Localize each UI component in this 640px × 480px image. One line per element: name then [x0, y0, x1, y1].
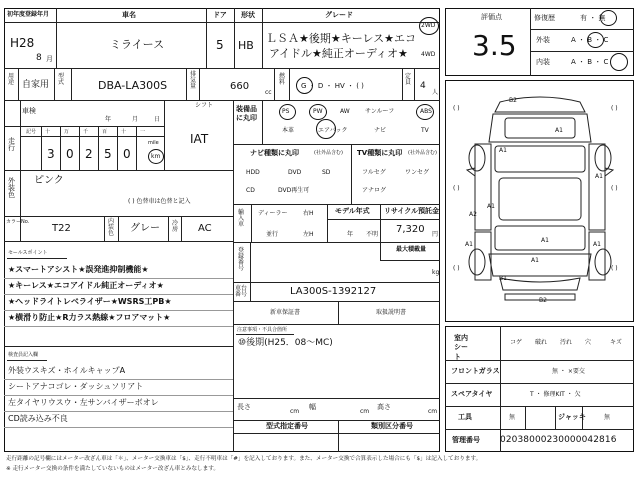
equipment-item: ABS [420, 108, 432, 115]
spare-options: T ・ 修理KIT ・ 欠 [530, 391, 581, 398]
diag-a2: A2 [469, 211, 477, 218]
odometer-digit: 2 [85, 147, 93, 161]
odometer-digit: 5 [104, 147, 112, 161]
sales-point-item: ★スマートアシスト★誤発進抑制機能★ [8, 265, 149, 274]
displacement-value: 660 [230, 81, 250, 92]
type-spec-label: 型式指定番号 [266, 422, 308, 430]
odometer-unit-label: 百 [102, 129, 108, 135]
registration-no-label: 登録番号 [238, 247, 245, 272]
tv-item: フルセグ [362, 169, 386, 176]
diag-a1-8: A1 [531, 257, 539, 264]
windshield-options: 無 ・ ×要交 [552, 368, 585, 375]
diag-paren-l3: ( ) [453, 265, 460, 272]
jack-value: 無 [604, 414, 611, 421]
exterior-color-label: 外装色 [8, 177, 15, 199]
notes-label: 注意事項・不具合箇所 [237, 327, 288, 333]
grade-line1: ＬＳＡ★後期★キーレス★エコ [266, 32, 417, 45]
odometer-unit-mile: mile [148, 140, 159, 146]
diag-paren-l1: ( ) [453, 105, 460, 112]
reg-month-value: 8 [36, 53, 42, 63]
inspector-note-item: CD読み込み不良 [8, 414, 68, 423]
diag-b1: B1 [499, 275, 507, 282]
odometer-digit: 0 [66, 147, 74, 161]
import-label: 輸入車 [238, 209, 245, 228]
diag-a1-1: A1 [555, 127, 563, 134]
tools-label: 工具 [458, 413, 472, 421]
odometer-unit-label: 万 [64, 129, 70, 135]
diag-a1-4: A1 [487, 203, 495, 210]
diag-b2-front: B2 [509, 97, 517, 104]
shape-value: HB [238, 39, 254, 52]
length-label: 長さ [237, 403, 251, 411]
fuel-g-circle [296, 77, 313, 94]
inspector-note-item: 外装ウスキズ・ホイルキャップA [8, 366, 126, 375]
diag-a1-5: A1 [541, 237, 549, 244]
diag-b2-rear: B2 [539, 297, 547, 304]
inspector-notes-label: 検査員記入欄 [8, 352, 39, 358]
ac-label: 冷房 [172, 220, 179, 233]
exterior-options: A ・ B ・ C [571, 36, 609, 44]
navi-item: CD [246, 187, 255, 194]
model-year-year: 年 [347, 231, 354, 238]
class-label: 類別区分番号 [371, 422, 413, 430]
interior-label: 内装 [536, 58, 550, 66]
seat-label: 室内シート [454, 334, 468, 361]
equipment-item: 本革 [282, 127, 295, 134]
recycle-label: リサイクル預託金 [384, 207, 440, 215]
equipment-item: AW [340, 108, 350, 115]
inspector-note-item: シートアナコゴレ・ダッシュソリアト [8, 382, 144, 391]
footer-line-2: ※ 走行メーター交換の条件を満たしていないものはメーター改ざん車とみなします。 [6, 466, 219, 472]
drive-4wd: 4WD [421, 51, 436, 58]
shift-label: シフト [195, 102, 214, 109]
inspection-year-label: 年 [105, 116, 112, 123]
diag-a1-2: A1 [499, 147, 507, 154]
diag-paren-r1: ( ) [611, 105, 618, 112]
odometer-digit: 3 [47, 147, 55, 161]
seat-item: キズ [610, 339, 622, 346]
usage-label: 用途 [8, 73, 15, 86]
equipment-item: ナビ [374, 127, 387, 134]
height-unit: cm [428, 408, 438, 415]
door-label: ドア [213, 11, 227, 19]
capacity-label: 定員 [405, 73, 412, 86]
recycle-unit: 円 [432, 231, 439, 238]
tv-item: ワンセグ [405, 169, 430, 176]
inspector-note-item: 左タイヤリウスウ・左サンバイザーボオレ [8, 398, 159, 407]
spare-label: スペアタイヤ [451, 390, 493, 398]
color-no-label: カラーNo. [6, 219, 30, 225]
chassis-value: LA300S-1392127 [290, 286, 377, 297]
length-unit: cm [290, 408, 300, 415]
recycle-value: 7,320 [396, 224, 425, 235]
displacement-unit: cc [265, 89, 272, 96]
navi-item: DVD [288, 169, 302, 176]
seat-item: コゲ [510, 339, 523, 346]
odometer-unit-label: 記号 [26, 129, 37, 135]
diag-paren-r3: ( ) [611, 265, 618, 272]
mgmt-value: 02038000230000042816 [500, 435, 617, 445]
shift-value: IAT [190, 132, 209, 146]
odometer-unit-label: 千 [83, 129, 89, 135]
sales-point-item: ★ヘッドライトレベライザー★WSRS工PB★ [8, 297, 172, 306]
shape-label: 形状 [241, 11, 255, 19]
navi-label: ナビ種類に丸印 [250, 149, 299, 157]
exterior-color-value: ピンク [34, 175, 64, 186]
seat-item: 破れ [535, 339, 548, 346]
seat-item: 穴 [585, 339, 592, 346]
color-no-value: T22 [52, 223, 71, 234]
displacement-label: 排気量 [190, 71, 197, 90]
odometer-unit-km: km [151, 153, 161, 160]
repair-none-circle [600, 10, 617, 26]
repair-label: 修復歴 [534, 14, 555, 22]
height-label: 高さ [377, 403, 391, 411]
diag-a1-6: A1 [465, 241, 473, 248]
drive-2wd: 2WD [421, 22, 436, 29]
jack-label: ジャッキ [558, 413, 586, 421]
new-warranty: 新車保証書 [270, 309, 301, 316]
navi-item: DVD再生可 [278, 187, 310, 194]
fuel-options: G ・ D ・ HV ・ ( ) [301, 82, 364, 90]
diag-paren-l2: ( ) [453, 185, 460, 192]
diag-paren-r2: ( ) [611, 185, 618, 192]
sales-points-label: セールスポイント [8, 250, 48, 256]
max-load-label: 最大積載量 [396, 246, 427, 253]
equipment-item: エアバック [318, 127, 348, 134]
odometer-unit-label: 十 [45, 129, 51, 135]
interior-color-value: グレー [130, 223, 160, 234]
ac-value: AC [198, 223, 212, 234]
tools-value: 無 [509, 414, 516, 421]
interior-c-circle [610, 53, 628, 71]
odometer-unit-label: 一 [140, 129, 146, 135]
max-load-unit: kg [432, 269, 440, 276]
reg-year-label: 初年度登録年月 [7, 11, 50, 18]
score-label: 評価点 [481, 13, 502, 21]
equipment-item: PW [313, 108, 323, 115]
inspection-month-label: 月 [132, 116, 139, 123]
odometer-digit: 0 [123, 147, 131, 161]
inspection-day-label: 日 [154, 116, 161, 123]
model-label: 型式 [58, 73, 65, 86]
windshield-label: フロントガラス [451, 367, 500, 375]
equipment-item: TV [421, 127, 429, 134]
navi-note: (社外品含む) [314, 150, 343, 156]
grade-line2: アイドル★純正オーディオ★ [269, 47, 408, 60]
chassis-label: 車台番号 [235, 285, 248, 298]
model-year-label: モデル年式 [335, 207, 370, 215]
sales-point-item: ★キーレス★エコアイドル純正オーディオ★ [8, 281, 164, 290]
grade-label: グレード [325, 11, 353, 19]
import-left-hand: 左H [303, 231, 314, 238]
usage-value: 自家用 [22, 80, 50, 90]
navi-item: HDD [246, 169, 260, 176]
interior-options: A ・ B ・ C [571, 58, 609, 66]
model-year-unknown: 不明 [366, 231, 379, 238]
manual: 取扱説明書 [376, 309, 407, 316]
width-unit: cm [360, 408, 370, 415]
odometer-unit-label: 十 [121, 129, 127, 135]
sales-point-item: ★横滑り防止★R力ラス熱線★フロアマット★ [8, 313, 171, 322]
odometer-label: 走行 [8, 137, 15, 152]
exterior-b-circle [587, 32, 604, 48]
diag-a1-3: A1 [595, 173, 603, 180]
import-dealer: ディーラー [258, 210, 288, 217]
equipment-label: 装備品に丸印 [236, 105, 257, 122]
width-label: 幅 [309, 403, 316, 411]
repair-options: 有 ・ 無 [580, 14, 606, 22]
reg-year-value: H28 [10, 36, 35, 50]
car-name-value: ミライース [110, 38, 165, 51]
model-value: DBA-LA300S [98, 79, 168, 92]
mgmt-label: 管理番号 [452, 436, 480, 444]
diag-a1-7: A1 [593, 241, 601, 248]
score-value: 3.5 [472, 29, 517, 62]
capacity-unit: 人 [432, 89, 439, 96]
exterior-label: 外装 [536, 36, 550, 44]
notes-text: ⑩後期(H25．08～MC) [238, 338, 333, 348]
navi-item: SD [322, 169, 331, 176]
reg-month-unit: 月 [46, 55, 53, 63]
equipment-item: PS [282, 108, 290, 115]
interior-color-label: 内装色 [108, 218, 115, 237]
door-value: 5 [216, 38, 224, 52]
capacity-value: 4 [420, 81, 426, 91]
tv-note: (社外品含む) [408, 150, 437, 156]
equipment-item: サンルーフ [365, 108, 395, 115]
inspection-label: 車検 [22, 107, 36, 115]
import-parallel: 並行 [266, 231, 279, 238]
car-name-label: 車名 [122, 11, 136, 19]
seat-item: 汚れ [560, 339, 573, 346]
fuel-label: 燃料 [279, 73, 286, 86]
tv-item: アナログ [362, 187, 387, 194]
footer-line-1: 走行距離の記号欄にはメーター改ざん車は「＊」、メーター交換車は「$」、走行不明車は「#」を記入しております。また、メーター交換で合算表示した場合にも「$」は記入しております。 [6, 456, 482, 462]
color-change-note: ( ) 色替車は色替と記入 [128, 198, 191, 205]
car-damage-diagram [445, 80, 634, 322]
tv-label: TV種類に丸印 [357, 149, 403, 157]
import-right-hand: 右H [303, 210, 314, 217]
